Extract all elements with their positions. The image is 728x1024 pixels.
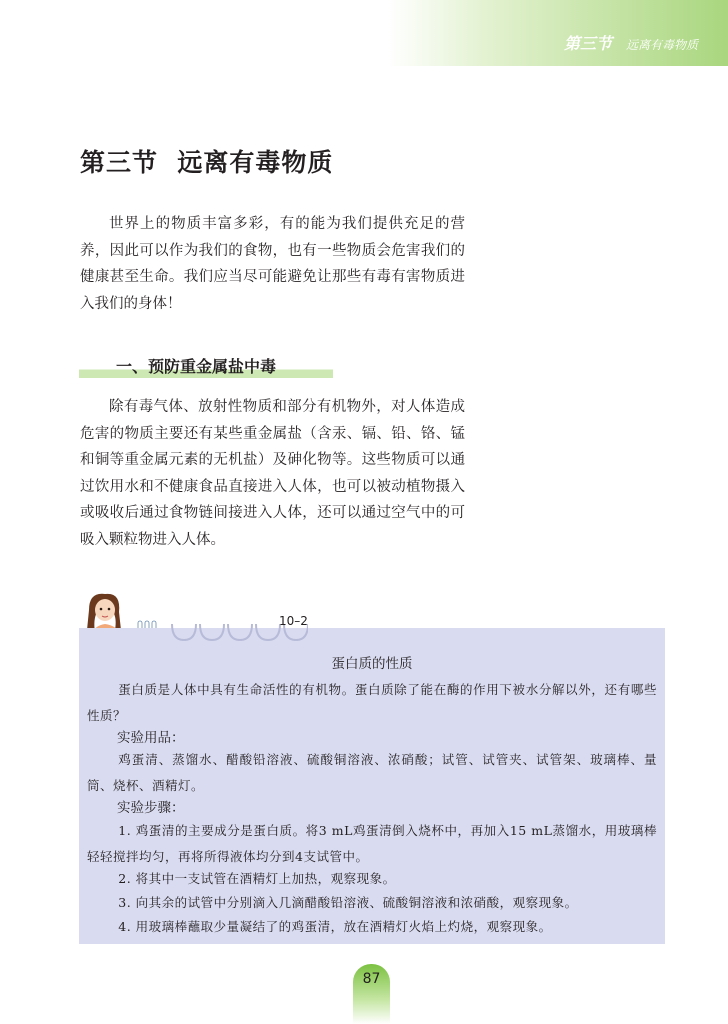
running-header [564,31,698,53]
intro-paragraph: 世界上的物质丰富多彩，有的能为我们提供充足的营养，因此可以作为我们的食物，也有一些物质会危害我们的健康甚至生命。我们应当尽可能避免让那些有毒有害物质进入我们的身体！ [80,216,465,312]
header-subtitle: 远离有毒物质 [625,38,698,52]
materials-label: 实验用品： [117,730,185,746]
activity-title: 蛋白质的性质 [331,656,413,672]
materials-text: 鸡蛋清、蒸馏水、醋酸铅溶液、硫酸铜溶液、浓硝酸；试管、试管夹、试管架、玻璃棒、量筒、烧杯、酒精灯。 [87,752,657,793]
page-title: 第三节 远离有毒物质 [80,148,334,177]
activity-intro: 蛋白质是人体中具有生命活性的有机物。蛋白质除了能在酶的作用下被水分解以外，还有哪些性质？ [87,682,657,723]
step-item: 4. 用玻璃棒蘸取少量凝结了的鸡蛋清，放在酒精灯火焰上灼烧，观察现象。 [118,919,552,934]
activity-number: 10–2 [279,614,308,628]
section-heading: 一、预防重金属盐中毒 [116,357,277,376]
header-section: 第三节 [563,34,612,53]
section-body-paragraph: 除有毒气体、放射性物质和部分有机物外，对人体造成危害的物质主要还有某些重金属盐（含汞、镉、铅、铬、锰和铜等重金属元素的无机盐）及砷化物等。这些物质可以通过饮用水和不健康食品直接进入人体，也可以被动植物摄入或吸收后通过食物链间接进入人体，还可以通过空气中的可吸入颗粒物进入人体。 [80,399,465,548]
page-number: 87 [362,971,381,987]
step-item: 3. 向其余的试管中分别滴入几滴醋酸铅溶液、硫酸铜溶液和浓硝酸，观察现象。 [118,895,578,910]
step-item: 2. 将其中一支试管在酒精灯上加热，观察现象。 [118,871,396,886]
steps-label: 实验步骤： [117,800,185,816]
step-item: 1. 鸡蛋清的主要成分是蛋白质。将3 mL鸡蛋清倒入烧杯中，再加入15 mL蒸馏水，用玻璃棒轻轻搅拌均匀，再将所得液体均分到4支试管中。 [87,823,657,864]
